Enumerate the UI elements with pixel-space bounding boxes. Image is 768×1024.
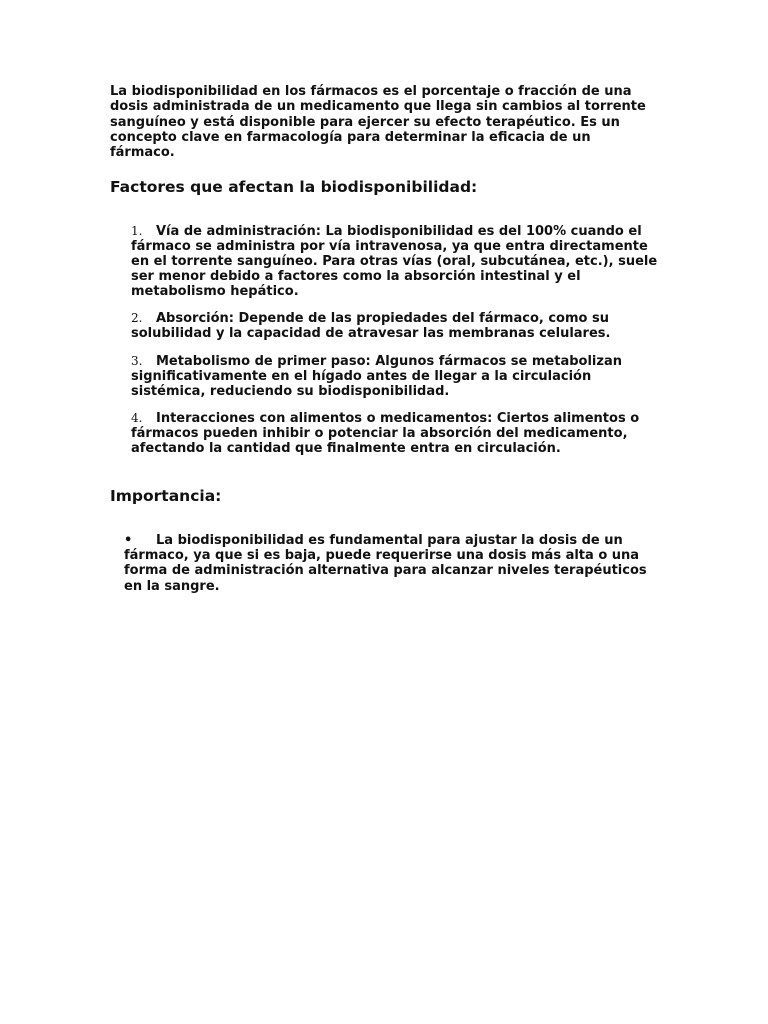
list-number: 4. bbox=[131, 411, 143, 426]
importance-heading: Importancia: bbox=[110, 486, 222, 505]
list-item bbox=[131, 411, 658, 456]
list-item bbox=[131, 224, 658, 299]
list-item-text: La biodisponibilidad es fundamental para ajustar la dosis de un fármaco, ya que si es baja, puede requerirse una dosis más alta o una forma de administración alternativa para alcanzar niveles terapéuticos en la sangre. bbox=[124, 532, 647, 594]
list-item-text: Absorción: Depende de las propiedades del fármaco, como su solubilidad y la capacidad de atravesar las membranas celulares. bbox=[131, 311, 611, 342]
list-item bbox=[131, 311, 658, 342]
list-item bbox=[131, 354, 658, 399]
document-page bbox=[110, 84, 658, 594]
intro-paragraph: La biodisponibilidad en los fármacos es el porcentaje o fracción de una dosis administrada de un medicamento que llega sin cambios al torrente sanguíneo y está disponible para ejercer su efecto terapéutico. Es un concepto clave en farmacología para determinar la eficacia de un fármaco. bbox=[110, 84, 646, 161]
list-number: 2. bbox=[131, 311, 143, 326]
factors-list bbox=[131, 224, 658, 456]
list-item-text: Vía de administración: La biodisponibilidad es del 100% cuando el fármaco se administra por vía intravenosa, ya que entra directamente en el torrente sanguíneo. Para otras vías (oral, subcutánea, etc.), suele ser menor debido a factores como la absorción intestinal y el metabolismo hepático. bbox=[131, 224, 658, 299]
factors-heading: Factores que afectan la biodisponibilidad: bbox=[110, 178, 478, 197]
bullet-icon: • bbox=[124, 532, 133, 548]
list-item-text: Metabolismo de primer paso: Algunos fármacos se metabolizan significativamente en el hígado antes de llegar a la circulación sistémica, reduciendo su biodisponibilidad. bbox=[131, 354, 622, 399]
list-number: 1. bbox=[131, 224, 143, 239]
list-item-text: Interacciones con alimentos o medicamentos: Ciertos alimentos o fármacos pueden inhibir o potenciar la absorción del medicamento, afectando la cantidad que finalmente entra en circulación. bbox=[131, 411, 640, 457]
list-number: 3. bbox=[131, 354, 143, 369]
list-item bbox=[124, 533, 658, 594]
importance-list bbox=[124, 533, 658, 594]
